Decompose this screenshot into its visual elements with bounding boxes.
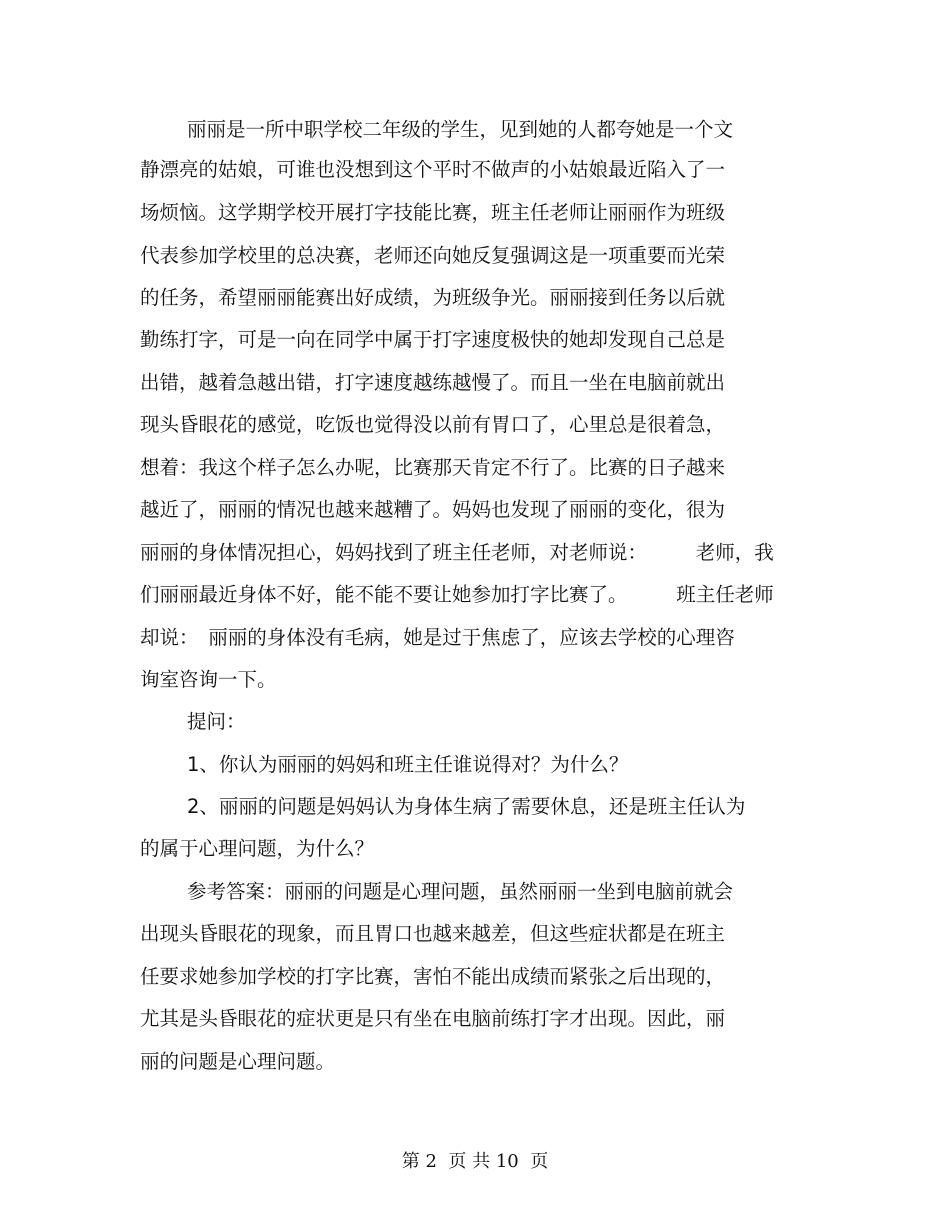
question-item: 1、你认为丽丽的妈妈和班主任谁说得对？为什么？	[187, 753, 629, 776]
answer-line: 出现头昏眼花的现象，而且胃口也越来越差，但这些症状都是在班主	[140, 922, 726, 945]
answer-line: 丽的问题是心理问题。	[140, 1050, 336, 1073]
paragraph-line: 勤练打字，可是一向在同学中属于打字速度极快的她却发现自己总是	[140, 328, 726, 351]
paragraph-line: 想着：我这个样子怎么办呢，比赛那天肯定不行了。比赛的日子越来	[140, 456, 726, 479]
paragraph-line: 代表参加学校里的总决赛，老师还向她反复强调这是一项重要而光荣	[140, 244, 726, 267]
answer-line: 尤其是头昏眼花的症状更是只有坐在电脑前练打字才出现。因此，丽	[140, 1007, 726, 1030]
paragraph-line: 询室咨询一下。	[140, 668, 277, 691]
question-heading: 提问：	[187, 710, 246, 733]
paragraph-line: 现头昏眼花的感觉，吃饭也觉得没以前有胃口了，心里总是很着急，	[140, 413, 726, 436]
question-item: 2、丽丽的问题是妈妈认为身体生病了需要休息，还是班主任认为	[187, 795, 746, 818]
paragraph-line: 静漂亮的姑娘，可谁也没想到这个平时不做声的小姑娘最近陷入了一	[140, 158, 726, 181]
paragraph-line: 却说： 丽丽的身体没有毛病，她是过于焦虑了，应该去学校的心理咨	[140, 626, 735, 649]
paragraph-line: 们丽丽最近身体不好，能不能不要让她参加打字比赛了。 班主任老师	[140, 583, 774, 606]
paragraph-line: 出错，越着急越出错，打字速度越练越慢了。而且一坐在电脑前就出	[140, 371, 726, 394]
paragraph-line: 丽丽是一所中职学校二年级的学生，见到她的人都夸她是一个文	[187, 118, 734, 141]
paragraph-line: 的任务，希望丽丽能赛出好成绩，为班级争光。丽丽接到任务以后就	[140, 286, 726, 309]
answer-line: 任要求她参加学校的打字比赛，害怕不能出成绩而紧张之后出现的，	[140, 965, 726, 988]
paragraph-line: 场烦恼。这学期学校开展打字技能比赛，班主任老师让丽丽作为班级	[140, 201, 726, 224]
answer-line: 参考答案：丽丽的问题是心理问题，虽然丽丽一坐到电脑前就会	[187, 880, 734, 903]
page-number-footer: 第 2 页 共 10 页	[401, 1151, 549, 1172]
paragraph-line: 丽丽的身体情况担心，妈妈找到了班主任老师，对老师说： 老师，我	[140, 541, 774, 564]
question-item-continued: 的属于心理问题，为什么？	[140, 837, 375, 860]
paragraph-line: 越近了，丽丽的情况也越来越糟了。妈妈也发现了丽丽的变化，很为	[140, 498, 726, 521]
